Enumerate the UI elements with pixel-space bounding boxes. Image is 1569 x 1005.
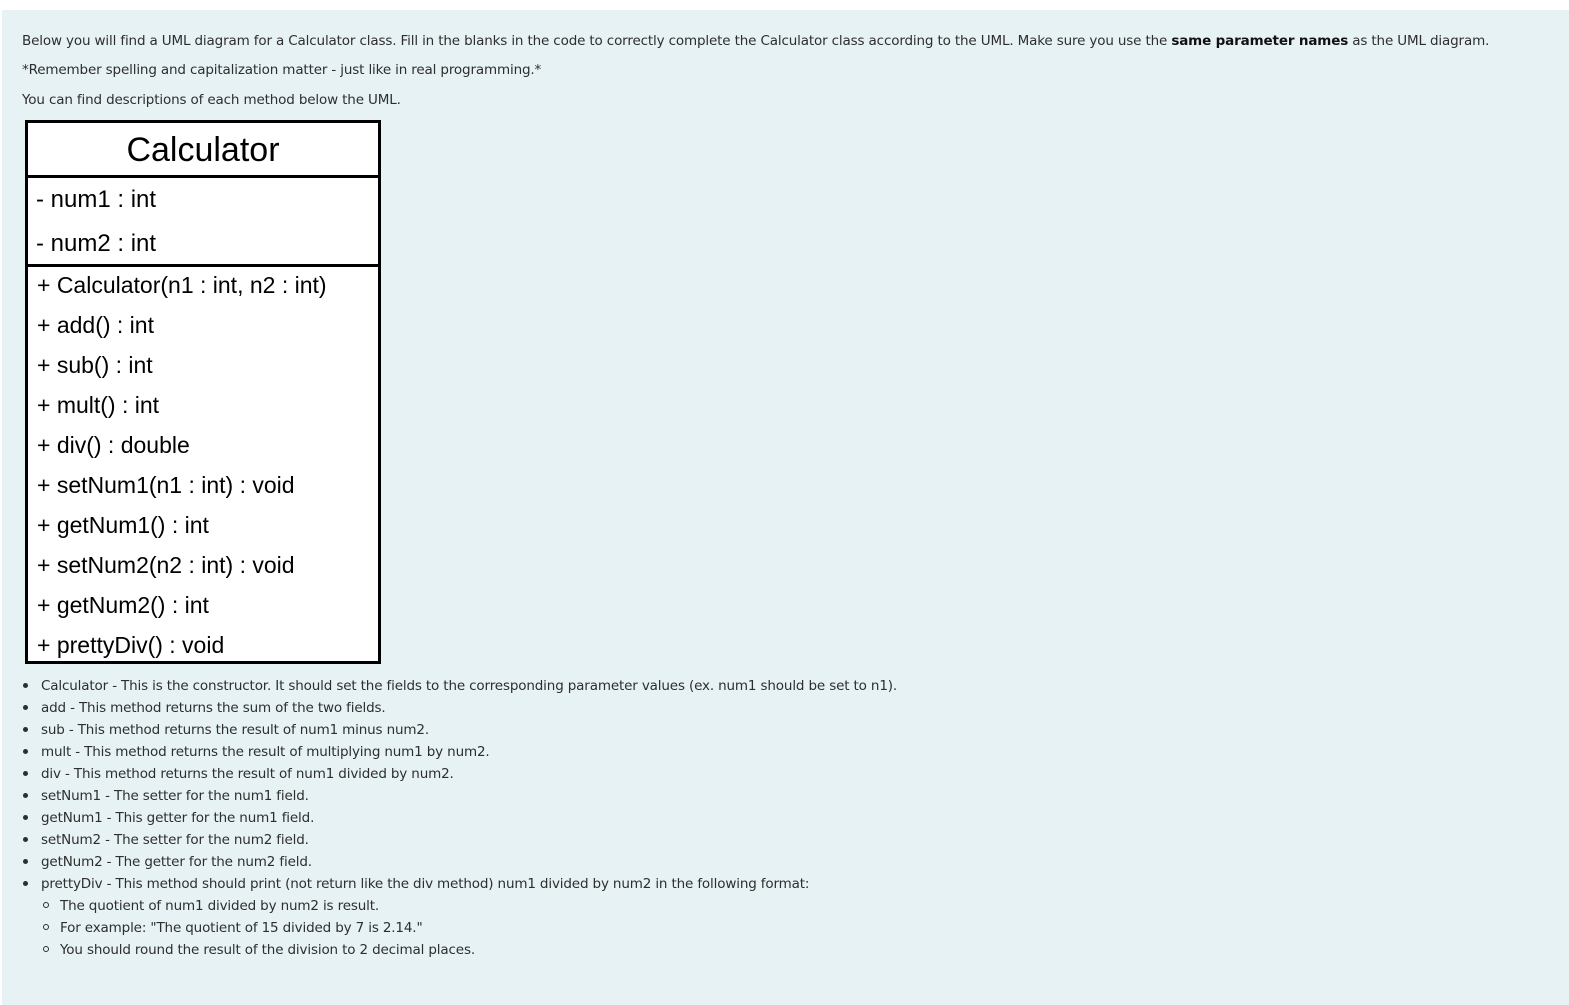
uml-method: + setNum1(n1 : int) : void bbox=[37, 472, 295, 498]
description-text: getNum1 - This getter for the num1 field. bbox=[41, 810, 315, 826]
description-text: sub - This method returns the result of num1 minus num2. bbox=[41, 722, 429, 738]
bullet-icon bbox=[23, 793, 28, 798]
descriptions-note: You can find descriptions of each method below the UML. bbox=[22, 92, 401, 108]
reminder-note: *Remember spelling and capitalization matter - just like in real programming.* bbox=[22, 62, 542, 78]
list-item bbox=[22, 719, 897, 741]
bullet-icon bbox=[23, 859, 28, 864]
bullet-icon bbox=[23, 683, 28, 688]
uml-method: + add() : int bbox=[37, 312, 154, 338]
list-item bbox=[22, 785, 897, 807]
note-text: For example: "The quotient of 15 divided by 7 is 2.14." bbox=[60, 920, 423, 936]
instructions-text-start: Below you will find a UML diagram for a Calculator class. Fill in the blanks in the code to correctly complete the Calculator class according to the UML. Make sure you use the bbox=[22, 33, 1172, 49]
question-panel bbox=[2, 10, 1569, 1005]
description-text: div - This method returns the result of num1 divided by num2. bbox=[41, 766, 454, 782]
sub-list-item bbox=[41, 895, 897, 917]
uml-method: + mult() : int bbox=[37, 392, 160, 418]
list-item bbox=[22, 807, 897, 829]
instructions-text-end: as the UML diagram. bbox=[1348, 33, 1490, 49]
description-text: Calculator - This is the constructor. It should set the fields to the corresponding parameter values (ex. num1 should be set to n1). bbox=[41, 678, 898, 694]
list-item bbox=[22, 851, 897, 873]
bullet-icon bbox=[23, 771, 28, 776]
circle-bullet-icon bbox=[43, 924, 49, 930]
uml-field: - num2 : int bbox=[36, 230, 157, 257]
bullet-icon bbox=[23, 881, 28, 886]
bullet-icon bbox=[23, 815, 28, 820]
list-item bbox=[22, 741, 897, 763]
uml-class-name: Calculator bbox=[28, 123, 378, 178]
sub-list-item bbox=[41, 917, 897, 939]
uml-class-diagram bbox=[25, 120, 381, 664]
instructions-paragraph bbox=[22, 32, 1489, 50]
list-item bbox=[22, 829, 897, 851]
description-text: prettyDiv - This method should print (not return like the div method) num1 divided by num2 in the following format: bbox=[41, 876, 810, 892]
bullet-icon bbox=[23, 705, 28, 710]
sub-list-item bbox=[41, 939, 897, 961]
uml-method: + setNum2(n2 : int) : void bbox=[37, 552, 295, 578]
list-item bbox=[22, 675, 897, 697]
circle-bullet-icon bbox=[43, 902, 49, 908]
uml-fields-section bbox=[28, 178, 378, 267]
uml-method: + prettyDiv() : void bbox=[37, 632, 225, 658]
note-text: You should round the result of the division to 2 decimal places. bbox=[60, 942, 475, 958]
uml-method: + div() : double bbox=[37, 432, 190, 458]
list-item bbox=[22, 697, 897, 719]
uml-method: + getNum2() : int bbox=[37, 592, 209, 618]
uml-field: - num1 : int bbox=[36, 186, 157, 213]
description-text: setNum2 - The setter for the num2 field. bbox=[41, 832, 309, 848]
description-text: getNum2 - The getter for the num2 field. bbox=[41, 854, 312, 870]
description-text: add - This method returns the sum of the two fields. bbox=[41, 700, 386, 716]
method-descriptions-list bbox=[22, 675, 897, 961]
circle-bullet-icon bbox=[43, 946, 49, 952]
uml-method: + sub() : int bbox=[37, 352, 153, 378]
uml-method: + getNum1() : int bbox=[37, 512, 209, 538]
instructions-emphasis: same parameter names bbox=[1171, 33, 1349, 49]
bullet-icon bbox=[23, 837, 28, 842]
pretty-div-notes-list bbox=[41, 895, 897, 961]
note-text: The quotient of num1 divided by num2 is result. bbox=[60, 898, 380, 914]
list-item bbox=[22, 873, 897, 961]
list-item bbox=[22, 763, 897, 785]
bullet-icon bbox=[23, 727, 28, 732]
uml-method: + Calculator(n1 : int, n2 : int) bbox=[37, 272, 327, 298]
uml-methods-section bbox=[28, 267, 378, 667]
description-text: setNum1 - The setter for the num1 field. bbox=[41, 788, 309, 804]
description-text: mult - This method returns the result of multiplying num1 by num2. bbox=[41, 744, 490, 760]
bullet-icon bbox=[23, 749, 28, 754]
